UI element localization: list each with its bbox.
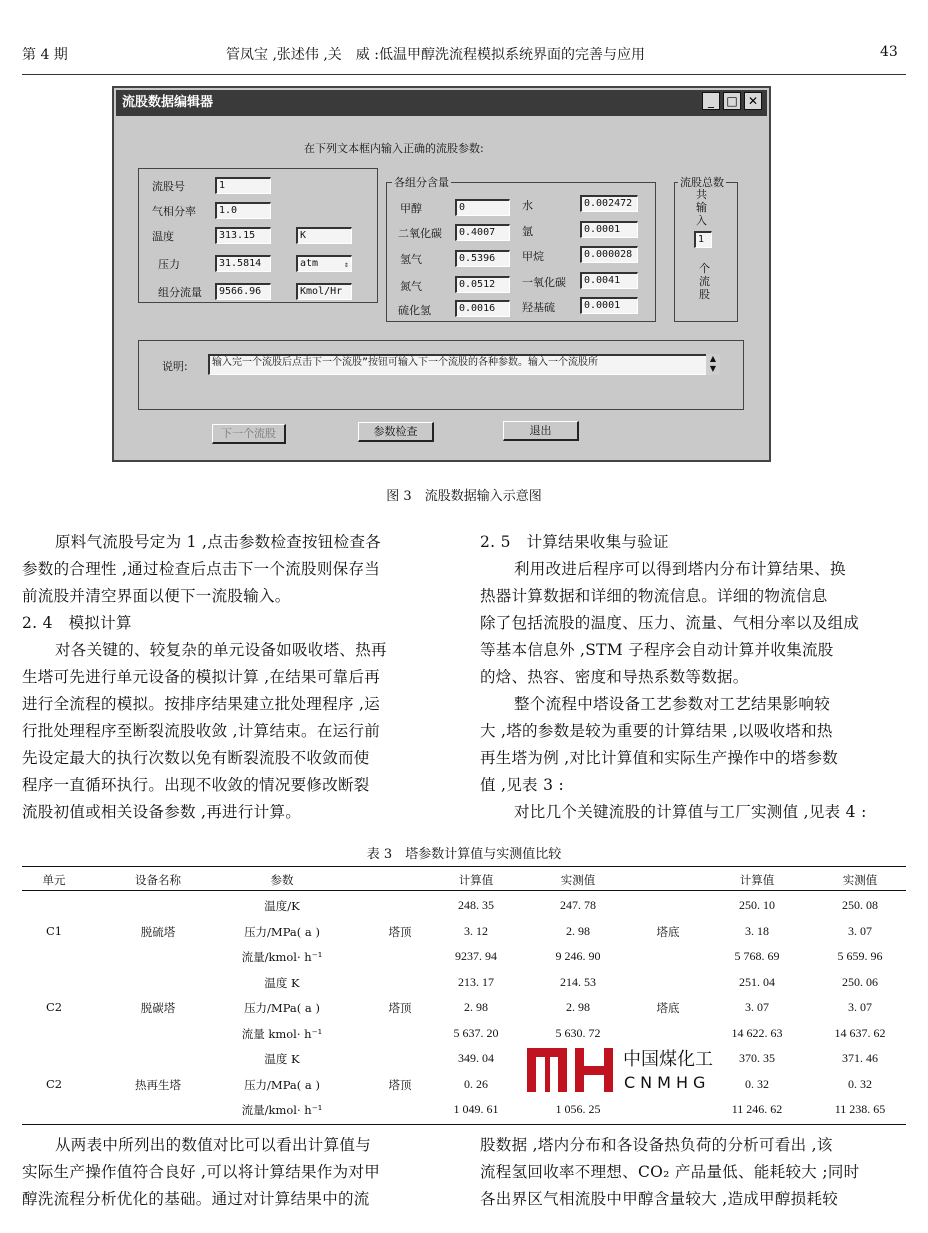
bottom-measured-cell: 250. 06 bbox=[842, 974, 878, 989]
right-p2-line4: 值 ,见表 3 : bbox=[480, 776, 564, 794]
unit-cell: C2 bbox=[45, 1000, 63, 1014]
right-p2-line1: 整个流程中塔设备工艺参数对工艺结果影响较 bbox=[514, 695, 831, 713]
left-p2-line5: 先设定最大的执行次数以免有断裂流股不收敛而使 bbox=[22, 749, 370, 767]
table-top-rule bbox=[22, 866, 906, 867]
bottom-calc-cell: 251. 04 bbox=[739, 974, 775, 989]
total-bottom-text: 个流股 bbox=[699, 262, 710, 301]
top-calc-cell: 2. 98 bbox=[464, 1000, 488, 1014]
argon-label: 氩 bbox=[522, 225, 533, 238]
bottom-measured-cell: 14 637. 62 bbox=[834, 1025, 886, 1040]
total-streams-input[interactable]: 1 bbox=[694, 231, 712, 248]
table-header-cell: 计算值 bbox=[458, 873, 494, 887]
page-number: 43 bbox=[880, 44, 898, 60]
total-top-text: 共输入 bbox=[696, 188, 707, 227]
window-title-bar bbox=[116, 90, 767, 116]
left-p2-line6: 程序一直循环执行。出现不收敛的情况要修改断裂 bbox=[22, 776, 370, 794]
water-label: 水 bbox=[522, 199, 533, 212]
bottom-left-line1: 从两表中所列出的数值对比可以看出计算值与 bbox=[55, 1136, 372, 1154]
bottom-calc-cell: 250. 10 bbox=[739, 898, 775, 912]
equipment-name-cell: 脱碳塔 bbox=[140, 1001, 176, 1015]
window-title: 流股数据编辑器 bbox=[122, 95, 214, 110]
right-p3-line1: 对比几个关键流股的计算值与工厂实测值 ,见表 4 : bbox=[514, 803, 867, 821]
water-input[interactable]: 0.002472 bbox=[580, 195, 638, 212]
spin-icon[interactable]: ⇕ bbox=[344, 260, 349, 269]
bottom-measured-cell: 5 659. 96 bbox=[837, 949, 883, 963]
table-header-cell: 单元 bbox=[42, 873, 66, 887]
next-stream-button[interactable]: 下一个流股 bbox=[212, 424, 286, 444]
cnmhg-watermark bbox=[527, 1044, 727, 1096]
flow-input[interactable]: 9566.96 bbox=[215, 283, 271, 300]
bottom-measured-cell: 371. 46 bbox=[842, 1051, 878, 1065]
equipment-name-cell: 热再生塔 bbox=[135, 1077, 181, 1092]
methane-label: 甲烷 bbox=[522, 250, 544, 263]
top-calc-cell: 5 637. 20 bbox=[453, 1025, 499, 1040]
maximize-icon[interactable]: □ bbox=[723, 92, 741, 110]
exit-button[interactable]: 退出 bbox=[503, 421, 579, 441]
table-header-cell: 参数 bbox=[270, 873, 294, 887]
left-p2-line2: 生塔可先进行单元设备的模拟计算 ,在结果可靠后再 bbox=[22, 668, 381, 686]
top-measured-cell: 9 246. 90 bbox=[555, 949, 601, 963]
top-calc-cell: 9237. 94 bbox=[455, 949, 497, 963]
bottom-calc-cell: 0. 32 bbox=[745, 1076, 769, 1091]
table-bottom-rule bbox=[22, 1124, 906, 1125]
methanol-input[interactable]: 0 bbox=[455, 199, 510, 216]
bottom-right-line3: 各出界区气相流股中甲醇含量较大 ,造成甲醇损耗较 bbox=[480, 1190, 839, 1208]
bottom-measured-cell: 250. 08 bbox=[842, 898, 878, 912]
vapor-fraction-input[interactable]: 1.0 bbox=[215, 202, 271, 219]
flow-label: 组分流量 bbox=[158, 286, 202, 299]
left-p2-line4: 行批处理程序至断裂流股收敛 ,计算结束。在运行前 bbox=[22, 722, 381, 740]
temperature-unit-select[interactable]: K bbox=[296, 227, 352, 244]
cnmhg-logo-icon bbox=[527, 1044, 617, 1096]
top-measured-cell: 2. 98 bbox=[566, 923, 590, 938]
co2-input[interactable]: 0.4007 bbox=[455, 224, 510, 241]
section-2-4-heading: 2. 4 模拟计算 bbox=[22, 614, 132, 632]
param-cell: 流量 kmol· h⁻¹ bbox=[241, 1026, 323, 1041]
hydrogen-input[interactable]: 0.5396 bbox=[455, 250, 510, 267]
watermark-cn: 中国煤化工 bbox=[623, 1049, 713, 1070]
nitrogen-input[interactable]: 0.0512 bbox=[455, 276, 510, 293]
param-cell: 温度/K bbox=[264, 899, 300, 913]
table-header-cell: 设备名称 bbox=[135, 873, 181, 887]
param-cell: 流量/kmol· h⁻¹ bbox=[241, 1103, 323, 1117]
param-cell: 流量/kmol· h⁻¹ bbox=[241, 950, 323, 964]
param-cell: 压力/MPa( a ) bbox=[244, 1077, 320, 1092]
left-p2-line1: 对各关键的、较复杂的单元设备如吸收塔、热再 bbox=[55, 641, 387, 659]
table-header-cell: 实测值 bbox=[842, 873, 878, 887]
right-p1-line1: 利用改进后程序可以得到塔内分布计算结果、换 bbox=[514, 560, 846, 578]
top-calc-cell: 213. 17 bbox=[458, 974, 494, 989]
top-calc-cell: 248. 35 bbox=[458, 898, 494, 912]
top-position-cell: 塔顶 bbox=[388, 1077, 412, 1092]
cos-input[interactable]: 0.0001 bbox=[580, 297, 638, 314]
top-measured-cell: 2. 98 bbox=[566, 1000, 590, 1014]
hydrogen-label: 氢气 bbox=[400, 253, 422, 266]
flow-unit-select[interactable]: Kmol/Hr bbox=[296, 283, 352, 300]
bottom-measured-cell: 11 238. 65 bbox=[834, 1102, 886, 1116]
top-calc-cell: 3. 12 bbox=[464, 923, 488, 938]
pressure-input[interactable]: 31.5814 bbox=[215, 255, 271, 272]
h2s-input[interactable]: 0.0016 bbox=[455, 300, 510, 317]
watermark-en: CNMHG bbox=[624, 1073, 711, 1092]
bottom-calc-cell: 5 768. 69 bbox=[734, 949, 780, 963]
instruction-text: 在下列文本框内输入正确的流股参数: bbox=[304, 142, 484, 155]
minimize-icon[interactable]: _ bbox=[702, 92, 720, 110]
co2-label: 二氧化碳 bbox=[398, 227, 442, 240]
methanol-label: 甲醇 bbox=[400, 202, 422, 215]
pressure-unit-select[interactable] bbox=[296, 255, 352, 272]
co-input[interactable]: 0.0041 bbox=[580, 272, 638, 289]
components-group-title: 各组分含量 bbox=[394, 176, 449, 189]
bottom-measured-cell: 0. 32 bbox=[848, 1076, 872, 1091]
nitrogen-label: 氮气 bbox=[400, 280, 422, 293]
bottom-left-line3: 醇洗流程分析优化的基础。通过对计算结果中的流 bbox=[22, 1190, 370, 1208]
close-icon[interactable]: ✕ bbox=[744, 92, 762, 110]
bottom-calc-cell: 370. 35 bbox=[739, 1051, 775, 1065]
bottom-right-line2: 流程氢回收率不理想、CO₂ 产品量低、能耗较大 ;同时 bbox=[480, 1163, 860, 1181]
stream-no-input[interactable]: 1 bbox=[215, 177, 271, 194]
right-p2-line2: 大 ,塔的参数是较为重要的计算结果 ,以吸收塔和热 bbox=[480, 722, 833, 740]
bottom-calc-cell: 3. 07 bbox=[745, 1000, 769, 1014]
right-p1-line3: 除了包括流股的温度、压力、流量、气相分率以及组成 bbox=[480, 614, 860, 632]
bottom-calc-cell: 14 622. 63 bbox=[731, 1025, 783, 1040]
bottom-measured-cell: 3. 07 bbox=[848, 923, 872, 938]
param-cell: 温度 K bbox=[264, 975, 300, 990]
top-position-cell: 塔顶 bbox=[388, 1001, 412, 1015]
table-title: 表 3 塔参数计算值与实测值比较 bbox=[366, 847, 562, 862]
argon-input[interactable]: 0.0001 bbox=[580, 221, 638, 238]
figure-caption: 图 3 流股数据输入示意图 bbox=[386, 489, 542, 504]
note-label: 说明: bbox=[162, 360, 188, 373]
unit-cell: C2 bbox=[45, 1076, 63, 1091]
left-p1-line2: 参数的合理性 ,通过检查后点击下一个流股则保存当 bbox=[22, 560, 381, 578]
figure-stream-editor bbox=[112, 86, 771, 462]
check-params-button[interactable]: 参数检查 bbox=[358, 422, 434, 442]
table-header-rule bbox=[22, 890, 906, 891]
left-p1-line1: 原料气流股号定为 1 ,点击参数检查按钮检查各 bbox=[55, 533, 382, 551]
temperature-label: 温度 bbox=[152, 230, 174, 243]
cos-label: 羟基硫 bbox=[522, 301, 555, 314]
left-p2-line3: 进行全流程的模拟。按排序结果建立批处理程序 ,运 bbox=[22, 695, 381, 713]
top-measured-cell: 247. 78 bbox=[560, 898, 596, 912]
header-rule bbox=[22, 74, 906, 75]
total-streams-title: 流股总数 bbox=[680, 176, 724, 189]
top-measured-cell: 1 056. 25 bbox=[555, 1102, 601, 1116]
left-p1-line3: 前流股并清空界面以便下一流股输入。 bbox=[22, 587, 291, 605]
note-panel bbox=[138, 340, 744, 410]
bottom-calc-cell: 11 246. 62 bbox=[731, 1102, 783, 1116]
co-label: 一氧化碳 bbox=[522, 276, 566, 289]
top-calc-cell: 0. 26 bbox=[464, 1076, 488, 1091]
pressure-label: 压力 bbox=[158, 258, 180, 271]
note-scrollbar[interactable]: ▲ ▼ bbox=[706, 354, 720, 375]
top-position-cell: 塔顶 bbox=[388, 924, 412, 939]
right-p2-line3: 再生塔为例 ,对比计算值和实际生产操作中的塔参数 bbox=[480, 749, 839, 767]
param-cell: 压力/MPa( a ) bbox=[244, 1001, 320, 1015]
right-p1-line4: 等基本信息外 ,STM 子程序会自动计算并收集流股 bbox=[480, 641, 834, 659]
bottom-measured-cell: 3. 07 bbox=[848, 1000, 872, 1014]
temperature-input[interactable]: 313.15 bbox=[215, 227, 271, 244]
vapor-fraction-label: 气相分率 bbox=[152, 205, 196, 218]
bottom-position-cell: 塔底 bbox=[656, 924, 680, 939]
running-title: 管凤宝 ,张述伟 ,关 威 :低温甲醇洗流程模拟系统界面的完善与应用 bbox=[226, 47, 645, 63]
param-cell: 压力/MPa( a ) bbox=[244, 924, 320, 939]
methane-input[interactable]: 0.000028 bbox=[580, 246, 638, 263]
top-measured-cell: 214. 53 bbox=[560, 974, 596, 989]
right-p1-line5: 的焓、热容、密度和导热系数等数据。 bbox=[480, 668, 749, 686]
section-2-5-heading: 2. 5 计算结果收集与验证 bbox=[480, 533, 669, 551]
unit-cell: C1 bbox=[45, 923, 63, 938]
issue-number: 第 4 期 bbox=[22, 47, 68, 63]
top-calc-cell: 1 049. 61 bbox=[453, 1102, 499, 1116]
top-measured-cell: 5 630. 72 bbox=[555, 1025, 601, 1040]
bottom-right-line1: 股数据 ,塔内分布和各设备热负荷的分析可看出 ,该 bbox=[480, 1136, 833, 1154]
table-header-cell: 实测值 bbox=[560, 873, 596, 887]
stream-no-label: 流股号 bbox=[152, 180, 185, 193]
bottom-calc-cell: 3. 18 bbox=[745, 923, 769, 938]
bottom-position-cell: 塔底 bbox=[656, 1001, 680, 1015]
left-p2-line7: 流股初值或相关设备参数 ,再进行计算。 bbox=[22, 803, 302, 821]
h2s-label: 硫化氢 bbox=[398, 304, 431, 317]
equipment-name-cell: 脱硫塔 bbox=[140, 924, 176, 939]
bottom-left-line2: 实际生产操作值符合良好 ,可以将计算结果作为对甲 bbox=[22, 1163, 381, 1181]
right-p1-line2: 热器计算数据和详细的物流信息。详细的物流信息 bbox=[480, 587, 828, 605]
param-cell: 温度 K bbox=[264, 1052, 300, 1066]
pressure-unit: atm bbox=[300, 258, 319, 269]
note-textarea[interactable]: 输入完一个流股后点击下一个流股”按钮可输入下一个流股的各种参数。输入一个流股所 bbox=[208, 354, 718, 375]
top-calc-cell: 349. 04 bbox=[458, 1051, 494, 1065]
table-header-cell: 计算值 bbox=[739, 873, 775, 887]
